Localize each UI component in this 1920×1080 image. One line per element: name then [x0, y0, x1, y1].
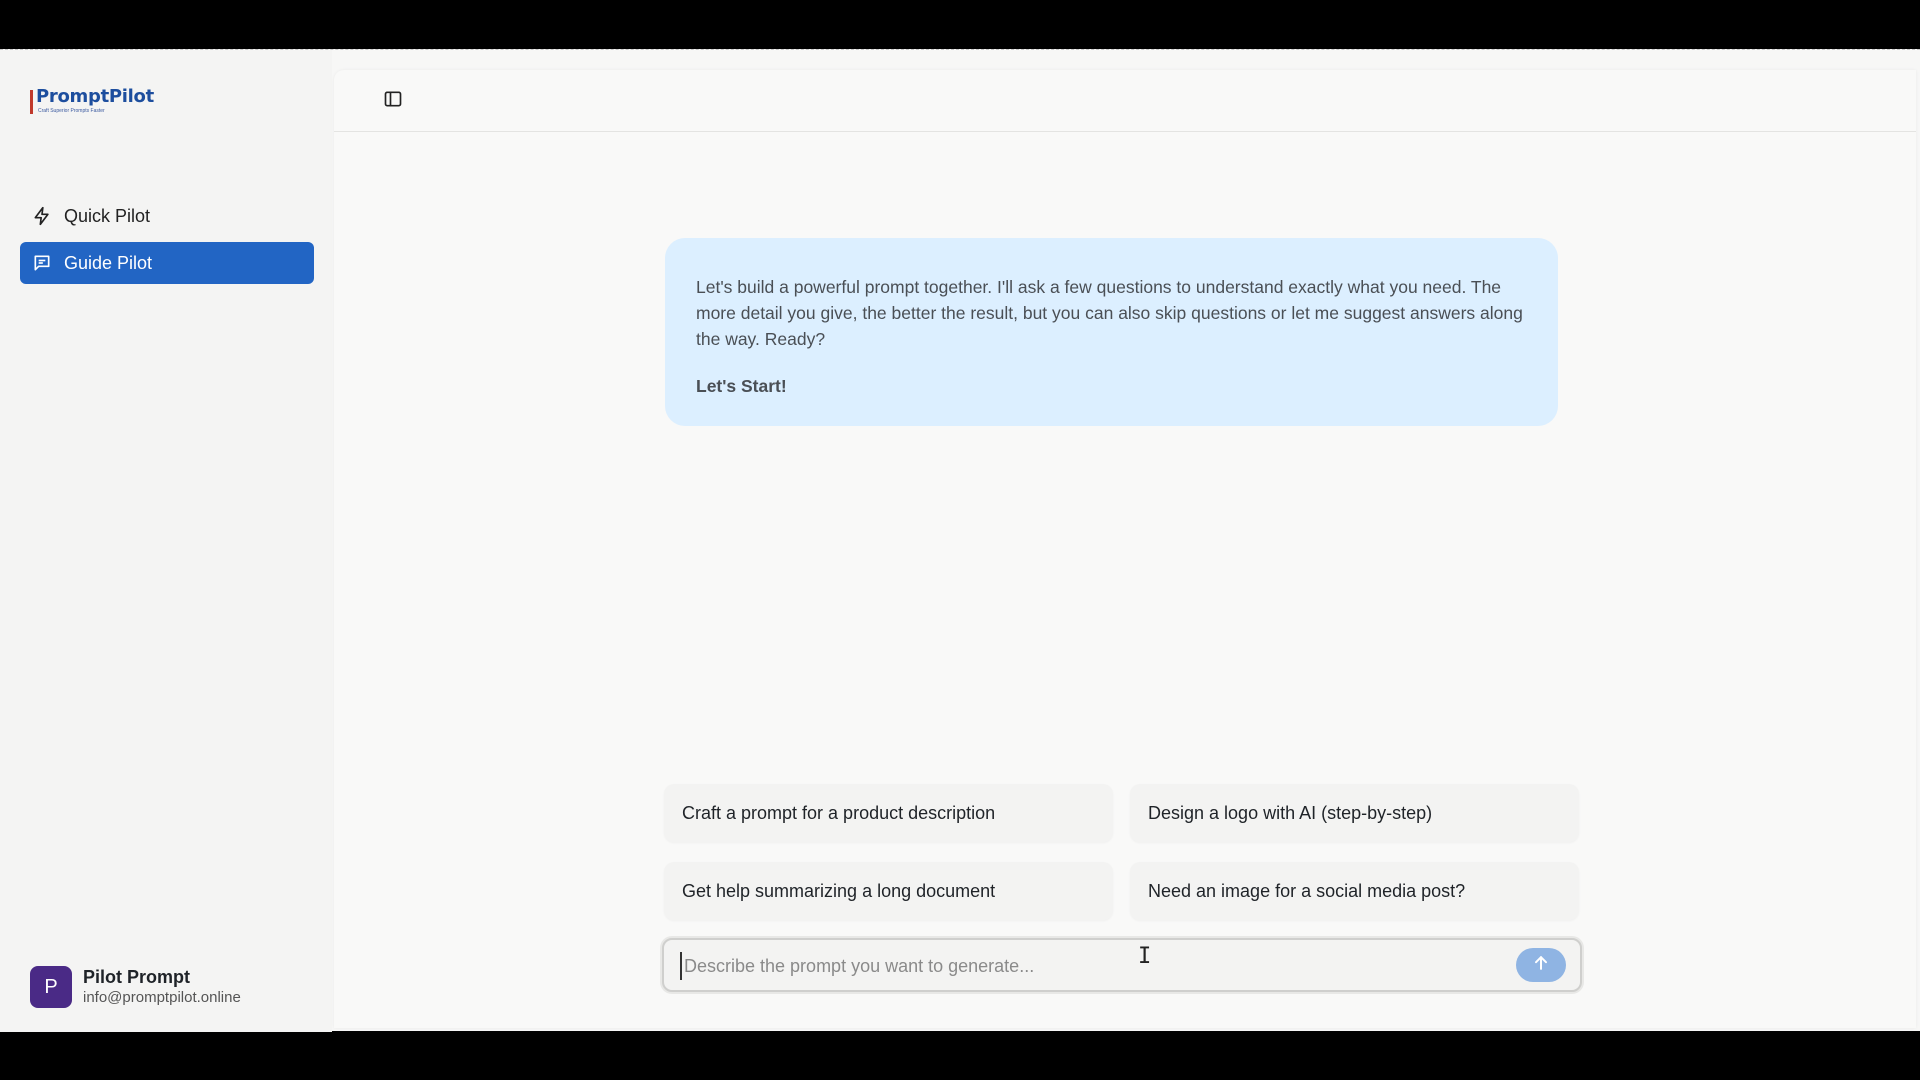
logo-tagline: Craft Superior Prompts Faster — [38, 108, 105, 114]
user-profile[interactable] — [30, 966, 241, 1008]
sidebar-item-guide-pilot[interactable] — [20, 242, 314, 284]
logo-text: PromptPilot — [36, 86, 154, 107]
prompt-input[interactable] — [680, 952, 1500, 980]
sidebar — [0, 50, 332, 1032]
arrow-up-icon — [1531, 953, 1551, 978]
suggestion-button[interactable]: Craft a prompt for a product description — [664, 784, 1113, 842]
chat-icon — [32, 253, 52, 273]
sidebar-toggle-icon — [383, 89, 403, 114]
send-button[interactable] — [1516, 948, 1566, 982]
sidebar-item-quick-pilot[interactable] — [20, 195, 314, 237]
user-email: info@promptpilot.online — [83, 989, 241, 1006]
assistant-message-text: Let's build a powerful prompt together. I'll ask a few questions to understand exactly what you need. The more detail you give, the better the result, but you can also skip questions or let me suggest answers along the way. Ready? — [696, 277, 1523, 349]
text-cursor-icon: I — [1138, 944, 1152, 969]
lightning-icon — [32, 206, 52, 226]
user-name: Pilot Prompt — [83, 967, 190, 987]
logo-mark — [30, 90, 33, 114]
composer — [662, 938, 1582, 992]
sidebar-item-label: Guide Pilot — [64, 252, 153, 273]
assistant-message-title: Let's Start! — [696, 376, 787, 396]
sidebar-nav — [20, 195, 314, 289]
main-header — [334, 70, 1916, 132]
suggestion-button[interactable]: Need an image for a social media post? — [1130, 862, 1579, 920]
user-info — [83, 966, 241, 1008]
main-panel — [334, 70, 1916, 1028]
sidebar-toggle-button[interactable] — [380, 88, 406, 114]
logo[interactable] — [30, 86, 160, 120]
assistant-message — [665, 238, 1558, 426]
suggestions — [664, 784, 1579, 920]
app-window — [0, 49, 1920, 1031]
sidebar-item-label: Quick Pilot — [64, 205, 151, 226]
suggestion-button[interactable]: Design a logo with AI (step-by-step) — [1130, 784, 1579, 842]
avatar: P — [30, 966, 72, 1008]
suggestion-button[interactable]: Get help summarizing a long document — [664, 862, 1113, 920]
